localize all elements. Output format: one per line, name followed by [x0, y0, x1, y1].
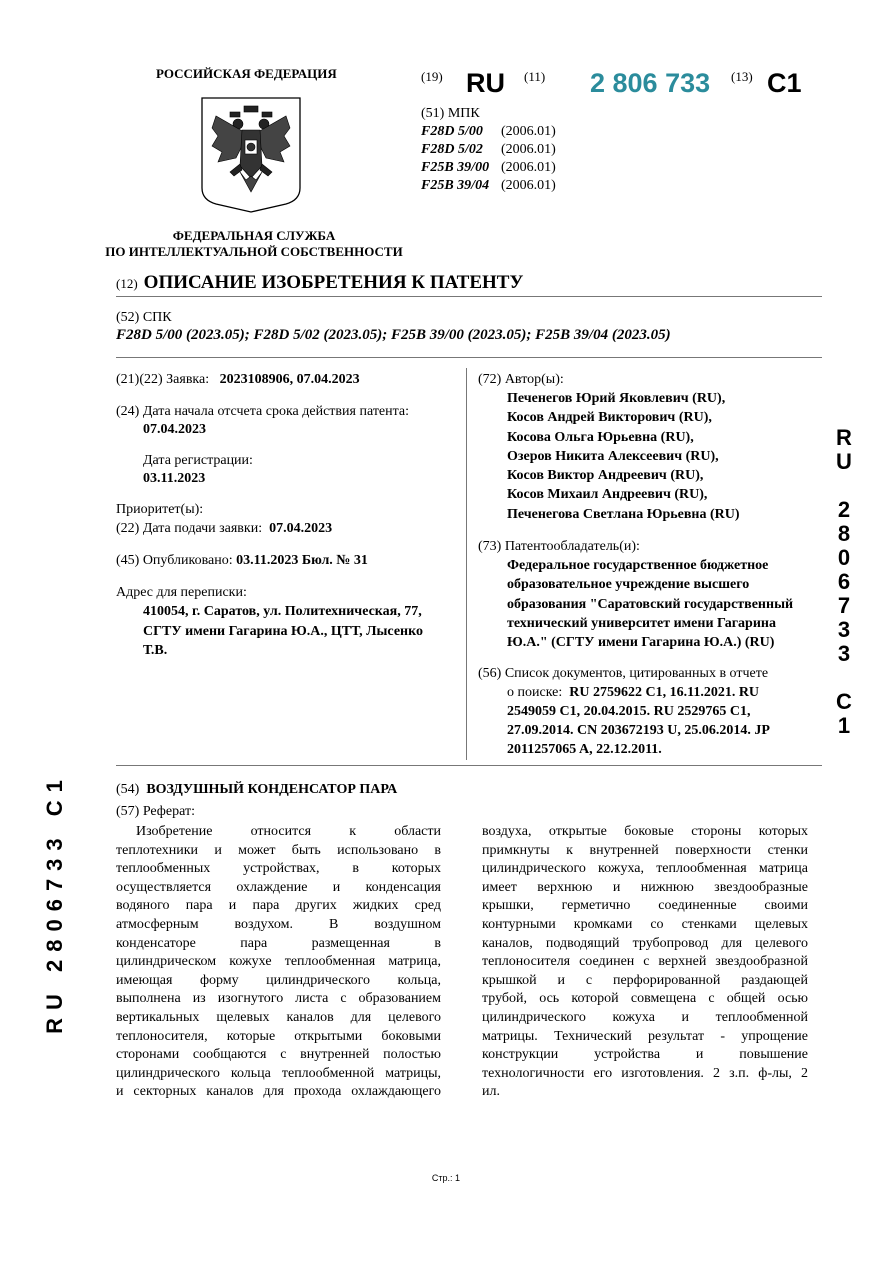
page-number: Стр.: 1 [431, 1173, 461, 1183]
abstract-line: крышкой и с перфорированной раздающей [482, 972, 808, 988]
ipc-class-row [421, 142, 556, 158]
document-title [116, 272, 523, 294]
abstract-column-1 [116, 823, 441, 1102]
ipc-code: F25B 39/04 [421, 178, 490, 193]
holder-line: Ю.А." (СГТУ имени Гагарина Ю.А.) (RU) [507, 635, 775, 650]
cited-label-2: о поиске: [507, 685, 563, 700]
abstract-line: каналов, подводящий трубопровод для целевого [482, 935, 808, 951]
ipc-class-row [421, 178, 556, 194]
coat-of-arms-icon [200, 96, 302, 214]
cited-line: 2549059 C1, 20.04.2015. RU 2529765 C1, [507, 704, 751, 719]
inid-code-19: (19) [421, 69, 443, 84]
abstract-line: матрицы. Технический результат - упрощение [482, 1028, 808, 1044]
ipc-class-row [421, 124, 556, 140]
abstract-line: выполнена из изогнутого листа с образованием [116, 991, 441, 1007]
abstract-line: водяного пара и пара других жидких сред [116, 898, 441, 914]
author-name: Печенегова Светлана Юрьевна (RU) [507, 507, 740, 522]
inid-code-12: (12) [116, 276, 138, 291]
authors-label: (72) Автор(ы): [478, 372, 564, 387]
ipc-class-row [421, 160, 556, 176]
abstract-line: примкнуты к внутренней поверхности стенки [482, 842, 808, 858]
ipc-date: (2006.01) [501, 142, 556, 157]
published-value: 03.11.2023 Бюл. № 31 [236, 553, 368, 568]
application-value: 2023108906, 07.04.2023 [219, 372, 360, 387]
filing-row [116, 521, 332, 537]
priority-label: Приоритет(ы): [116, 502, 204, 517]
ipc-code: F28D 5/00 [421, 124, 483, 139]
document-title-text: ОПИСАНИЕ ИЗОБРЕТЕНИЯ К ПАТЕНТУ [143, 272, 524, 293]
ipc-code: F28D 5/02 [421, 142, 483, 157]
inid-code-11: (11) [524, 69, 546, 84]
author-name: Озеров Никита Алексеевич (RU), [507, 449, 719, 464]
invention-title: ВОЗДУШНЫЙ КОНДЕНСАТОР ПАРА [146, 782, 398, 797]
patent-number: 2 806 733 [590, 68, 711, 98]
abstract-line: и секторных каналов для прохода охлаждающего [116, 1084, 441, 1100]
divider [116, 765, 822, 766]
holder-line: образовательное учреждение высшего [507, 577, 750, 592]
abstract-line: теплообменных устройствах, в которых [116, 861, 441, 877]
address-line: 410054, г. Саратов, ул. Политехническая, 77, [143, 604, 422, 619]
spk-classes: F28D 5/00 (2023.05); F28D 5/02 (2023.05); F25B 39/00 (2023.05); F25B 39/04 (2023.05) [116, 327, 671, 343]
ipc-date: (2006.01) [501, 160, 556, 175]
abstract-line: цилиндрического кожуха, теплообменная матрица [482, 861, 808, 877]
abstract-line: трубой, ось которой совмещена с общей осью [482, 991, 808, 1007]
author-name: Косов Андрей Викторович (RU), [507, 410, 712, 425]
abstract-line: конструкции устройства и повышение [482, 1047, 808, 1063]
abstract-line: теплотехники и может быть использовано в [116, 842, 441, 858]
abstract-column-2 [482, 823, 808, 1102]
abstract-line: цилиндрическом кожухе теплообменная матрица, [116, 954, 441, 970]
holder-label: (73) Патентообладатель(и): [478, 539, 640, 554]
author-name: Косов Виктор Андреевич (RU), [507, 468, 704, 483]
ipc-date: (2006.01) [501, 178, 556, 193]
abstract-line: Изобретение относится к области [136, 824, 441, 839]
country-name: РОССИЙСКАЯ ФЕДЕРАЦИЯ [156, 66, 337, 81]
kind-code: C1 [767, 68, 802, 98]
abstract-line: технологичности его изготовления. 2 з.п. ф-лы, 2 [482, 1065, 808, 1081]
invention-title-row [116, 782, 397, 798]
abstract-line: имеющая форму цилиндрического кольца, [116, 972, 441, 988]
column-divider [466, 368, 467, 760]
abstract-line: крышки, герметично соединенные своими [482, 898, 808, 914]
divider [116, 296, 822, 297]
registration-value: 03.11.2023 [143, 471, 206, 486]
agency-name [96, 228, 412, 260]
author-name: Печенегов Юрий Яковлевич (RU), [507, 391, 726, 406]
abstract-line: вертикальных щелевых каналов для целевого [116, 1009, 441, 1025]
abstract-line: осуществляется охлаждение и конденсация [116, 879, 441, 895]
address-line: СГТУ имени Гагарина Ю.А., ЦТТ, Лысенко [143, 624, 423, 639]
holder-line: Федеральное государственное бюджетное [507, 558, 769, 573]
abstract-line: имеет верхнюю и нижнюю звездообразные [482, 879, 808, 895]
mpk-label: (51) МПК [421, 106, 480, 121]
abstract-line: цилиндрического кольца теплообменной матрицы, [116, 1065, 441, 1081]
abstract-line: ил. [482, 1084, 500, 1100]
abstract-line: атмосферным воздухом. В воздушном [116, 916, 441, 932]
application-label: (21)(22) Заявка: [116, 372, 210, 387]
term-label: (24) Дата начала отсчета срока действия патента: [116, 404, 410, 419]
cited-line: 2011257065 A, 22.12.2011. [507, 742, 662, 757]
side-patent-number-right: R U 2 8 0 6 7 3 3 C 1 [836, 425, 852, 738]
ipc-code: F25B 39/00 [421, 160, 490, 175]
published-label: (45) Опубликовано: [116, 553, 233, 568]
abstract-label: (57) Реферат: [116, 804, 195, 819]
address-line: Т.В. [143, 643, 168, 658]
cited-line: 27.09.2014. CN 203672193 U, 25.06.2014. JP [507, 723, 770, 738]
author-name: Косов Михаил Андреевич (RU), [507, 487, 708, 502]
abstract-line: сторонами сообщаются с внутренней полостью [116, 1047, 441, 1063]
holder-line: технический университет имени Гагарина [507, 616, 776, 631]
filing-label: (22) Дата подачи заявки: [116, 521, 263, 536]
cited-line: RU 2759622 C1, 16.11.2021. RU [569, 685, 760, 700]
abstract-line: конденсаторе пара размещенная в [116, 935, 441, 951]
abstract-line: воздуха, открытые боковые стороны которых [482, 824, 808, 839]
country-code: RU [466, 68, 505, 98]
agency-line-2: ПО ИНТЕЛЛЕКТУАЛЬНОЙ СОБСТВЕННОСТИ [105, 244, 403, 259]
published-row [116, 553, 368, 569]
holder-line: образования "Саратовский государственный [507, 597, 794, 612]
registration-label: Дата регистрации: [143, 453, 253, 468]
author-name: Косова Ольга Юрьевна (RU), [507, 430, 694, 445]
ipc-date: (2006.01) [501, 124, 556, 139]
term-value: 07.04.2023 [143, 422, 206, 437]
inid-code-13: (13) [731, 69, 753, 84]
abstract-line: контурными кромками со стенками щелевых [482, 916, 808, 932]
application-row [116, 372, 360, 388]
abstract-line: теплоносителя соединен с верхней звездообразной [482, 954, 808, 970]
inid-code-54: (54) [116, 782, 140, 797]
abstract-line: цилиндрического кожуха и теплообменной [482, 1009, 808, 1025]
abstract-line: теплоносителя, которые открытыми боковыми [116, 1028, 441, 1044]
agency-line-1: ФЕДЕРАЛЬНАЯ СЛУЖБА [172, 228, 336, 243]
address-label: Адрес для переписки: [116, 585, 247, 600]
spk-label: (52) СПК [116, 310, 172, 325]
divider [116, 357, 822, 358]
side-patent-number-left: RU 2806733 C1 [42, 772, 67, 1034]
cited-row [507, 685, 759, 701]
filing-value: 07.04.2023 [269, 521, 333, 536]
cited-label: (56) Список документов, цитированных в отчете [478, 666, 769, 681]
